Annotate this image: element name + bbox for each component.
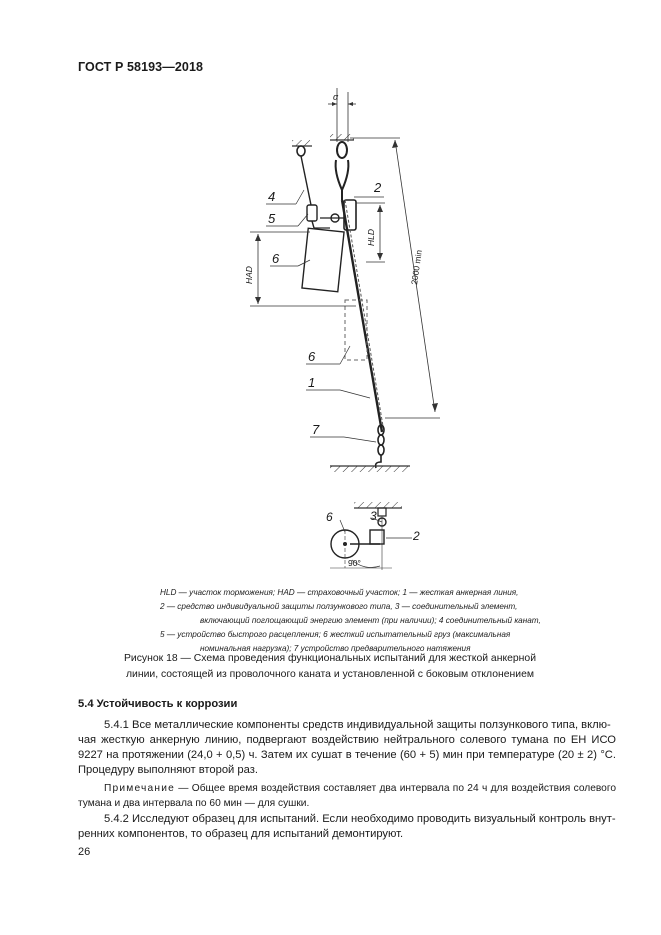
detail-callout-3: 3	[370, 509, 377, 523]
top-cable-eye	[336, 142, 349, 200]
caption-line-2: линии, состоящей из проволочного каната и установленной с боковым отклонением	[125, 669, 534, 680]
section-title: 5.4 Устойчивость к коррозии	[78, 698, 238, 710]
caption-line-1: Рисунок 18 — Схема проведения функциональных испытаний для жесткой анкерной	[124, 653, 536, 664]
callout-7-number: 7	[312, 422, 320, 437]
page-number: 26	[78, 846, 91, 858]
callout-1-number: 1	[308, 375, 316, 390]
legend-line-1: HLD — участок торможения; HAD — страховочный участок; 1 — жесткая анкерная линия,	[160, 588, 519, 597]
figure-caption	[60, 651, 600, 683]
dimension-2000-label: 2000 min	[409, 249, 424, 286]
figure-legend	[160, 586, 541, 656]
note	[78, 782, 616, 811]
legend-line-2: 2 — средство индивидуальной защиты ползункового типа, 3 — соединительный элемент,	[160, 602, 518, 611]
callout-6-upper-number: 6	[272, 251, 280, 266]
callout-6-lower-number: 6	[308, 349, 316, 364]
paragraph-5-4-1-first-line: 5.4.1 Все металлические компоненты средств индивидуальной защиты ползункового типа, вклю-	[104, 719, 611, 731]
top-anchor-hatch	[330, 134, 354, 140]
alpha-label: α	[333, 92, 339, 102]
connecting-rope-4	[301, 156, 311, 205]
h-ld-label: HLD	[366, 228, 376, 246]
floor-hatch	[330, 466, 410, 472]
callout-1	[306, 375, 370, 398]
dimension-h-ld	[356, 203, 385, 262]
callout-5	[266, 211, 308, 226]
note-text: — Общее время воздействия составляет два интервала по 24 ч для воздействия солевого тумана и два интервала по 60 мин — для сушки.	[78, 783, 616, 809]
quick-release-5	[307, 205, 317, 221]
paragraph-5-4-1	[78, 718, 616, 778]
detail-callout-6: 6	[326, 510, 333, 524]
detail-callout-2: 2	[413, 529, 420, 543]
legend-line-4: 5 — устройство быстрого расцепления; 6 жесткий испытательный груз (максимальная	[160, 630, 511, 639]
angle-90-label: 90°	[348, 558, 361, 568]
dimension-2000-min	[350, 138, 440, 418]
legend-line-5: номинальная нагрузка); 7 устройство предварительного натяжения	[200, 644, 471, 653]
detail-plan-view	[326, 502, 420, 570]
paragraph-5-4-1-rest: чая жесткую анкерную линию, подвергают воздействию нейтрального солевого тумана по ЕН ИСО 9227 на протяжении (24,0 + 0,5) ч. Затем их сушат в течение (60 + 5) мин при температуре (20 ± 2) °С. Процедуру выполняют второй раз.	[78, 734, 616, 776]
h-ad-label: HAD	[244, 266, 254, 284]
note-label: Примечание	[104, 783, 175, 794]
rigid-anchor-line-1	[342, 200, 382, 432]
standard-number: ГОСТ Р 58193—2018	[78, 60, 204, 74]
callout-2-number: 2	[374, 180, 382, 195]
paragraph-5-4-2	[78, 812, 616, 842]
callout-5-number: 5	[268, 211, 276, 226]
dimension-h-ad	[244, 232, 356, 306]
callout-4	[266, 189, 304, 204]
left-anchor-hatch	[292, 140, 310, 146]
callout-4-number: 4	[268, 189, 276, 204]
callout-7	[310, 422, 376, 442]
angle-alpha-marker	[328, 88, 356, 142]
callout-2	[354, 180, 384, 197]
legend-line-3: включающий поглощающий энергию элемент (при наличии); 4 соединительный канат,	[200, 616, 541, 625]
callout-6-lower	[306, 346, 350, 364]
paragraph-5-4-2-rest: ренних компонентов, то образец для испытаний демонтируют.	[78, 828, 404, 840]
paragraph-5-4-2-first-line: 5.4.2 Исследуют образец для испытаний. Если необходимо проводить визуальный контроль внут-	[104, 813, 616, 825]
test-mass-6-start	[302, 228, 344, 291]
